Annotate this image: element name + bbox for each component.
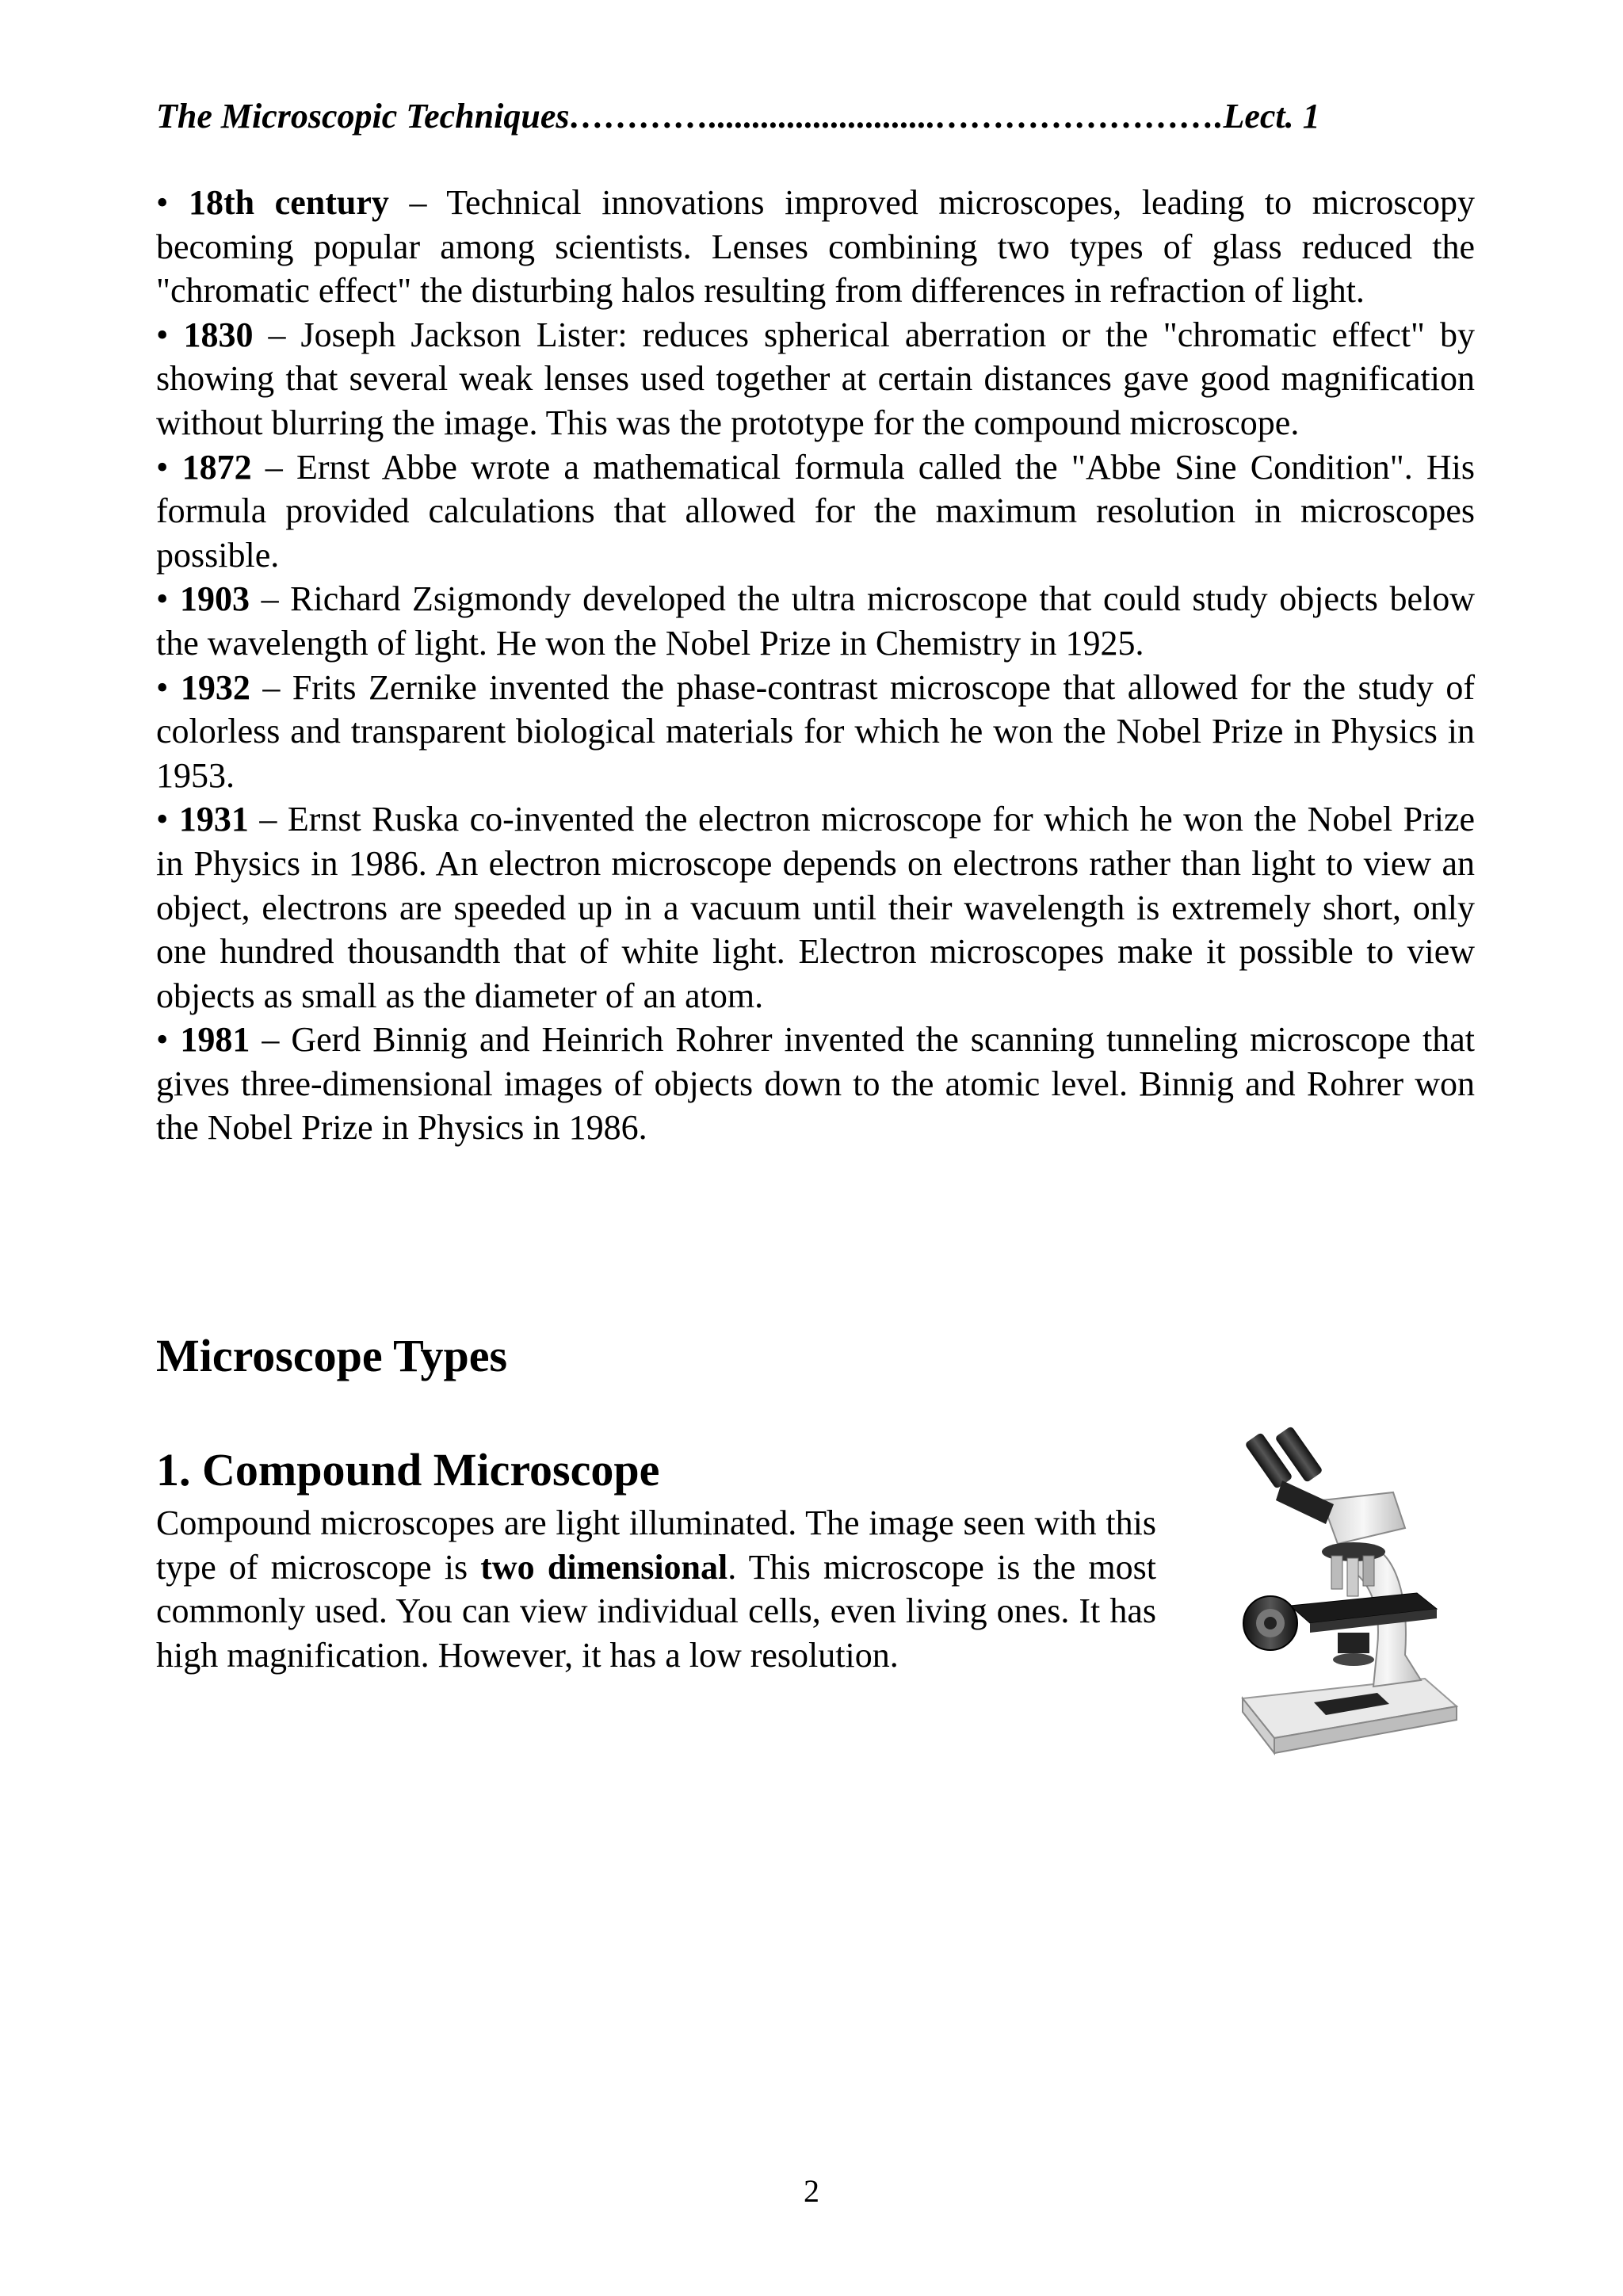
header-lecture-number: Lect. 1 [1223, 97, 1320, 136]
compound-microscope-heading: 1. Compound Microscope [156, 1444, 660, 1496]
compound-microscope-image [1227, 1425, 1465, 1758]
timeline-text: Joseph Jackson Lister: reduces spherical aberration or the "chromatic effect" by showing that several weak lenses used together at certain distances gave good magnification without blurring the image. This was the prototype for the compound microscope. [156, 315, 1475, 442]
timeline-year: 18th century [188, 183, 389, 222]
timeline-entry: • 1872 – Ernst Abbe wrote a mathematical formula called the "Abbe Sine Condition". His formula provided calculations that allowed for the maximum resolution in microscopes possible. [156, 447, 1476, 575]
timeline-year: 1830 [183, 315, 254, 354]
timeline-text: Technical innovations improved microscopes, leading to microscopy becoming popular among scientists. Lenses combining two types of glass reduced the "chromatic effect" the disturbing halos resulting from differences in refraction of light. [156, 183, 1475, 311]
timeline-text: Ernst Abbe wrote a mathematical formula called the "Abbe Sine Condition". His formula provided calculations that allowed for the maximum resolution in microscopes possible. [156, 447, 1476, 575]
timeline-text: Ernst Ruska co-invented the electron microscope for which he won the Nobel Prize in Physics in 1986. An electron microscope depends on electrons rather than light to view an object, electrons are speeded up in a vacuum until their wavelength is extremely short, only one hundred thousandth that of white light. Electron microscopes make it possible to view objects as small as the diameter of an atom. [156, 800, 1476, 1015]
timeline-text: Richard Zsigmondy developed the ultra microscope that could study objects below the wavelength of light. He won the Nobel Prize in Chemistry in 1925. [156, 579, 1476, 663]
timeline-year: 1903 [180, 579, 250, 619]
timeline-text: Gerd Binnig and Heinrich Rohrer invented the scanning tunneling microscope that gives three-dimensional images of objects down to the atomic level. Binnig and Rohrer won the Nobel Prize in Physics in 1986. [156, 1020, 1476, 1148]
timeline-text: Frits Zernike invented the phase-contrast microscope that allowed for the study of colorless and transparent biological materials for which he won the Nobel Prize in Physics in 1953. [156, 667, 1475, 795]
timeline-entry: • 1981 – Gerd Binnig and Heinrich Rohrer invented the scanning tunneling microscope that gives three-dimensional images of objects down to the atomic level. Binnig and Rohrer won the Nobel Prize in Physics in 1986. [156, 1020, 1476, 1148]
microscope-illustration [1227, 1425, 1465, 1758]
timeline-entry: • 1931 – Ernst Ruska co-invented the electron microscope for which he won the Nobel Prize in Physics in 1986. An electron microscope depends on electrons rather than light to view an object, electrons are speeded up in a vacuum until their wavelength is extremely short, only one hundred thousandth that of white light. Electron microscopes make it possible to view objects as small as the diameter of an atom. [156, 800, 1476, 1015]
compound-microscope-description: Compound microscopes are light illuminated. The image seen with this type of microscope is two dimensional. This microscope is the most commonly used. You can view individual cells, even living ones. It has high magnification. However, it has a low resolution. [156, 1503, 1157, 1675]
running-header [156, 94, 1472, 139]
header-leader-dots: …………..........................……………………. [569, 97, 1224, 136]
timeline-year: 1931 [178, 800, 249, 839]
timeline-entry: • 1903 – Richard Zsigmondy developed the ultra microscope that could study objects below the wavelength of light. He won the Nobel Prize in Chemistry in 1925. [156, 579, 1476, 663]
timeline-entry: • 1830 – Joseph Jackson Lister: reduces spherical aberration or the "chromatic effect" by showing that several weak lenses used together at certain distances gave good magnification without blurring the image. This was the prototype for the compound microscope. [156, 315, 1475, 442]
timeline-year: 1872 [181, 447, 252, 487]
page-number: 2 [804, 2173, 819, 2209]
emphasis-two-dimensional: two dimensional [480, 1547, 728, 1587]
history-timeline [156, 181, 1475, 1150]
timeline-entry: • 18th century – Technical innovations improved microscopes, leading to microscopy becoming popular among scientists. Lenses combining two types of glass reduced the "chromatic effect" the disturbing halos resulting from differences in refraction of light. [156, 183, 1475, 311]
timeline-year: 1932 [180, 667, 250, 707]
header-title: The Microscopic Techniques [156, 97, 570, 136]
timeline-year: 1981 [180, 1020, 250, 1060]
section-heading: Microscope Types [156, 1330, 508, 1381]
timeline-entry: • 1932 – Frits Zernike invented the phase-contrast microscope that allowed for the study of colorless and transparent biological materials for which he won the Nobel Prize in Physics in 1953. [156, 667, 1475, 795]
